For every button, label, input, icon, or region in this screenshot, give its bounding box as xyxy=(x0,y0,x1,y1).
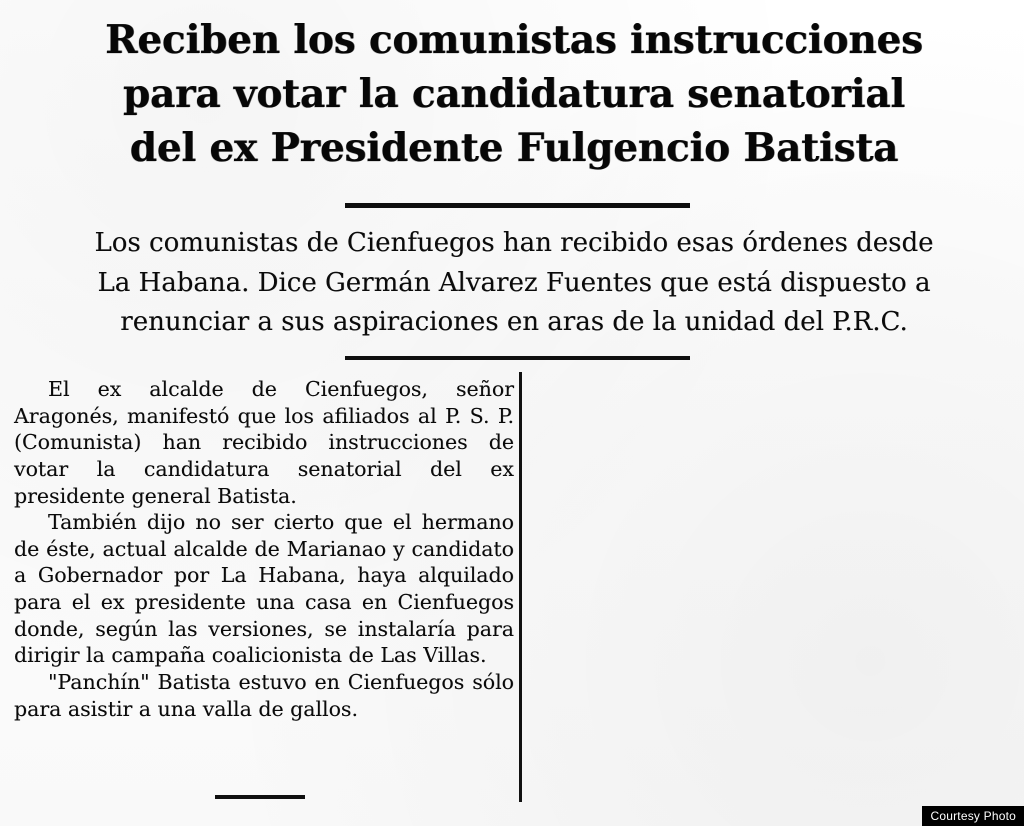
article-paragraph: También dijo no ser cierto que el hermano de éste, actual alcalde de Marianao y candidato a Gobernador por La Habana, haya alquilado para el ex presidente una casa en Cienfuegos donde, según las versiones, se instalaría para dirigir la campaña coalicionista de Las Villas. xyxy=(14,510,514,668)
subheadline-line-1: Los comunistas de Cienfuegos han recibido esas órdenes desde xyxy=(94,228,934,258)
headline-line-2: para votar la candidatura senatorial xyxy=(122,70,906,117)
article-paragraph: "Panchín" Batista estuvo en Cienfuegos sólo para asistir a una valla de gallos. xyxy=(14,670,514,721)
subheadline-line-3: renunciar a sus aspiraciones en aras de la unidad del P.R.C. xyxy=(120,307,908,338)
headline-line-3: del ex Presidente Fulgencio Batista xyxy=(129,124,899,171)
photo-credit: Courtesy Photo xyxy=(922,806,1024,826)
subheadline-line-2: La Habana. Dice Germán Alvarez Fuentes que está dispuesto a xyxy=(97,267,931,298)
divider-top xyxy=(345,203,690,208)
subheadline xyxy=(16,224,1012,343)
page-title xyxy=(18,14,1010,175)
column-divider xyxy=(519,372,522,802)
article-body-column xyxy=(14,376,514,722)
divider-bottom xyxy=(215,795,305,799)
headline-line-1: Reciben los comunistas instrucciones xyxy=(105,17,923,63)
article-paragraph: El ex alcalde de Cienfuegos, señor Aragonés, manifestó que los afiliados al P. S. P. (Comunista) han recibido instrucciones de votar la candidatura senatorial del ex presidente general Batista. xyxy=(14,377,514,508)
divider-middle xyxy=(345,356,690,360)
